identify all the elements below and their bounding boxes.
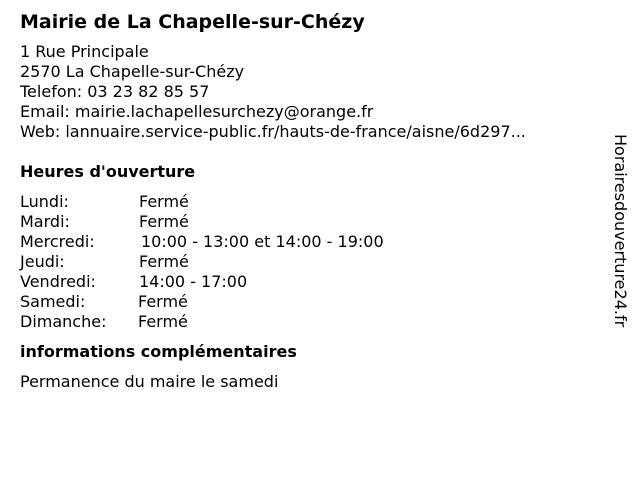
office-info-card [20,10,600,392]
day-label: Mercredi: [20,232,95,251]
day-label: Vendredi: [20,272,96,291]
day-label: Jeudi: [20,252,65,271]
web-text: Web: lannuaire.service-public.fr/hauts-de-france/aisne/6d297... [20,122,526,141]
additional-info-text: Permanence du maire le samedi [20,372,279,391]
site-watermark: Horairesdouverture24.fr [611,134,630,328]
hours-row-mercredi [20,232,600,252]
day-hours: Fermé [138,312,188,331]
day-label: Samedi: [20,292,86,311]
day-label: Mardi: [20,212,70,231]
day-hours: Fermé [139,212,189,231]
address-city: 2570 La Chapelle-sur-Chézy [20,62,245,81]
hours-row-jeudi [20,252,600,272]
phone-text: Telefon: 03 23 82 85 57 [20,82,210,101]
page-title: Mairie de La Chapelle-sur-Chézy [20,11,365,33]
additional-info-heading: informations complémentaires [20,342,297,361]
day-hours: 14:00 - 17:00 [139,272,248,291]
day-hours: 10:00 - 13:00 et 14:00 - 19:00 [141,232,384,251]
hours-row-dimanche [20,312,600,332]
hours-row-samedi [20,292,600,312]
email-text: Email: mairie.lachapellesurchezy@orange.fr [20,102,374,121]
day-hours: Fermé [138,292,188,311]
day-hours: Fermé [139,192,189,211]
hours-row-vendredi [20,272,600,292]
opening-hours-table [20,192,600,332]
day-label: Dimanche: [20,312,107,331]
opening-hours-heading: Heures d'ouverture [20,162,196,181]
contact-block [20,42,600,142]
day-label: Lundi: [20,192,69,211]
hours-row-mardi [20,212,600,232]
day-hours: Fermé [139,252,189,271]
address-street: 1 Rue Principale [20,42,149,61]
hours-row-lundi [20,192,600,212]
